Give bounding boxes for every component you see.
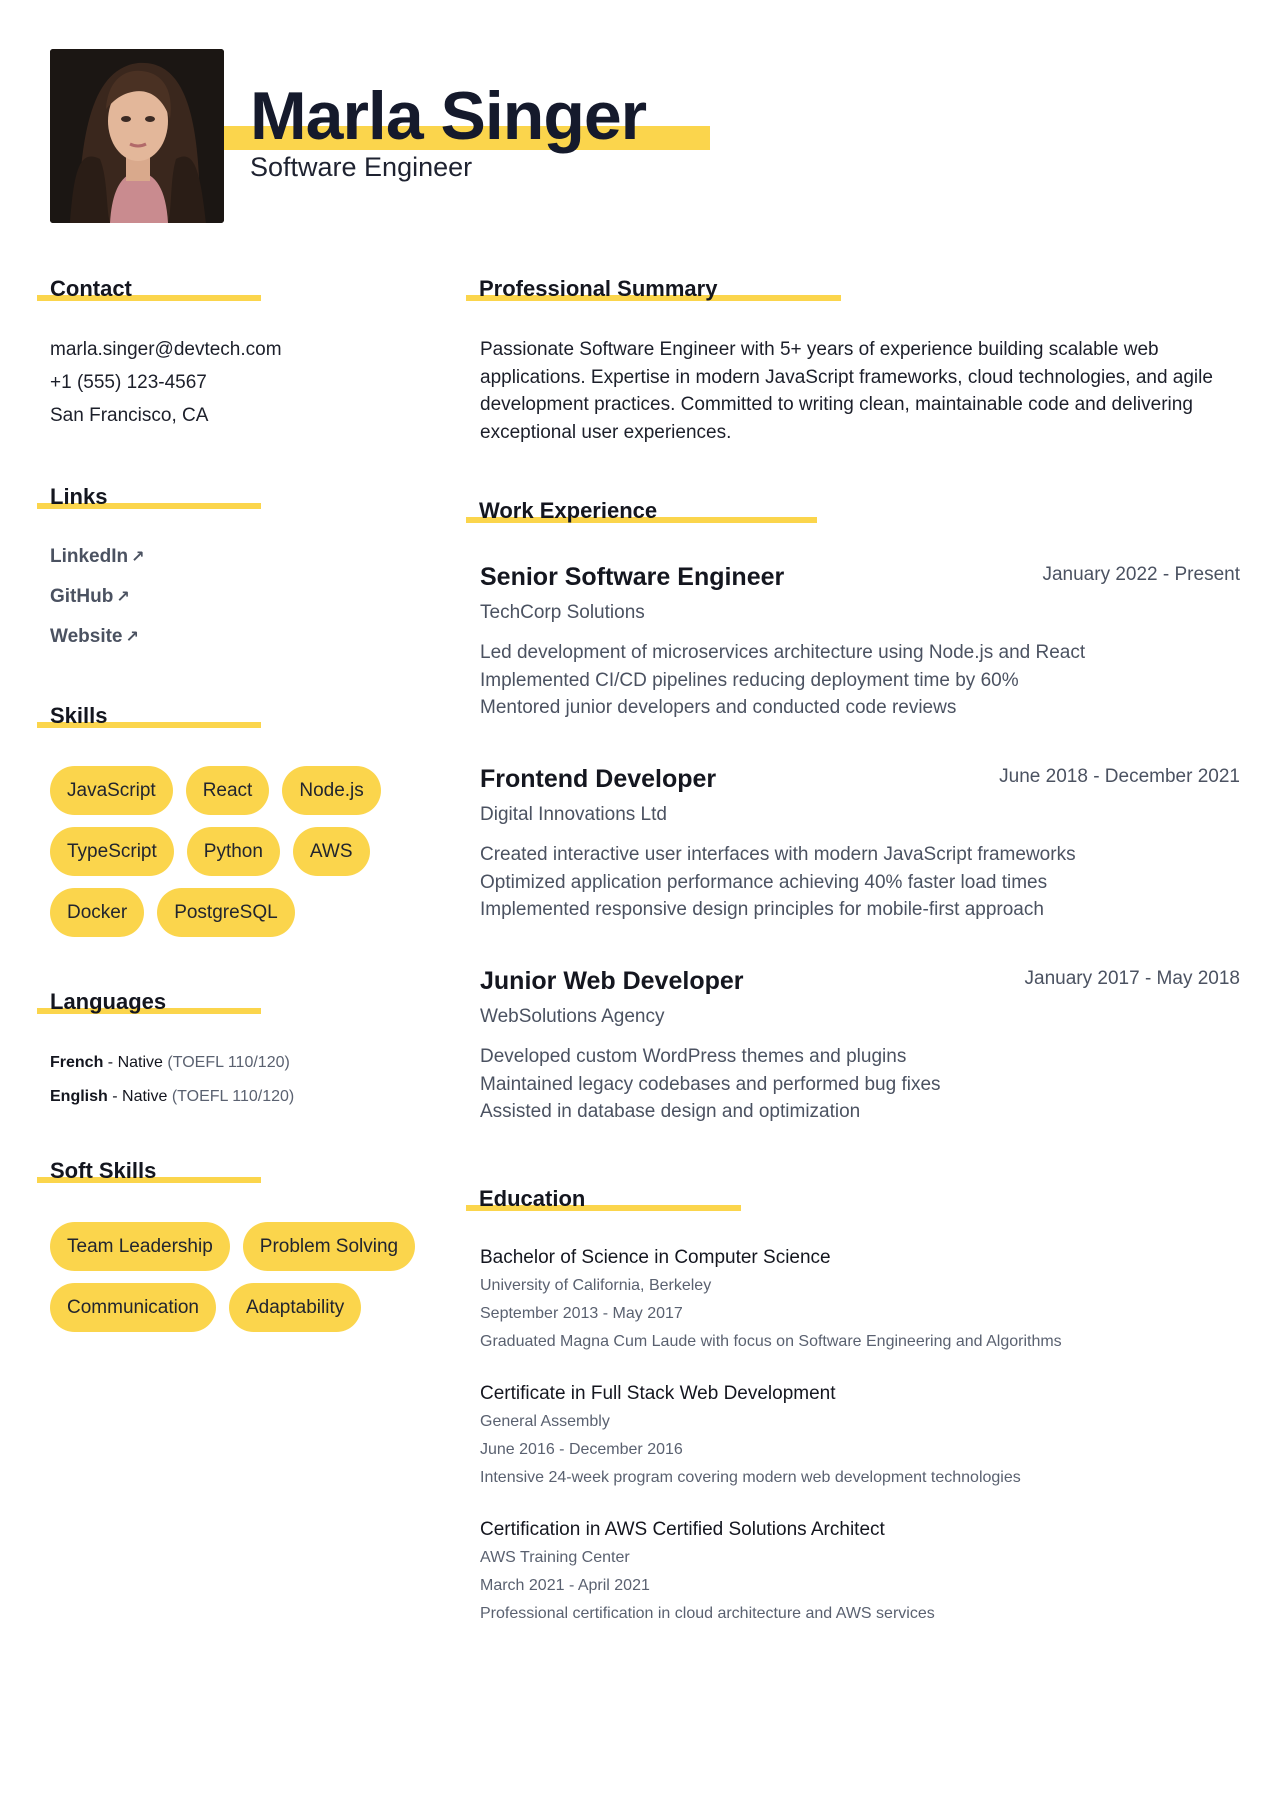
link-label: Website — [50, 626, 123, 647]
job-bullets — [480, 639, 1240, 722]
job-bullet: Maintained legacy codebases and performed bug fixes — [480, 1073, 941, 1095]
language-row: French - Native (TOEFL 110/120) — [50, 1054, 290, 1071]
summary-text: Passionate Software Engineer with 5+ years of experience building scalable web applications. Expertise in modern JavaScript frameworks, cloud technologies, and agile development practices. Committed to writing clean, maintainable code and delivering exceptional user experiences. — [480, 339, 1213, 443]
skill-pill: TypeScript — [50, 827, 174, 876]
skill-pill: AWS — [293, 827, 370, 876]
skill-pill: React — [186, 766, 270, 815]
education-entry — [480, 1380, 1240, 1492]
external-link-icon: ↗ — [125, 629, 139, 646]
language-name: French — [50, 1054, 104, 1071]
link-label: LinkedIn — [50, 546, 129, 567]
section-languages — [37, 988, 166, 1016]
skill-pill: PostgreSQL — [157, 888, 295, 937]
links-list — [50, 546, 145, 666]
skills-list — [50, 766, 430, 937]
job-dates: January 2017 - May 2018 — [1024, 968, 1240, 989]
education-entry — [480, 1244, 1240, 1356]
section-education — [466, 1185, 585, 1213]
job-title: Frontend Developer — [480, 765, 717, 793]
job-dates: January 2022 - Present — [1042, 564, 1240, 585]
section-title: Soft Skills — [50, 1158, 157, 1183]
job-entry — [480, 763, 1240, 924]
education-entry — [480, 1516, 1240, 1628]
education-dates: March 2021 - April 2021 — [480, 1577, 650, 1594]
section-title: Contact — [50, 276, 132, 301]
job-title: Senior Software Engineer — [480, 563, 785, 591]
job-bullet: Developed custom WordPress themes and plugins — [480, 1046, 907, 1067]
section-title: Languages — [50, 989, 167, 1014]
language-cert: (TOEFL 110/120) — [171, 1088, 295, 1105]
education-school: AWS Training Center — [480, 1549, 630, 1566]
name-block — [224, 76, 646, 156]
section-links — [37, 483, 107, 511]
portrait-image — [50, 49, 224, 223]
language-level: Native — [122, 1088, 168, 1105]
education-note: Intensive 24-week program covering modern web development technologies — [480, 1469, 1021, 1486]
section-summary — [466, 275, 717, 303]
job-company: WebSolutions Agency — [480, 1006, 665, 1027]
job-company: TechCorp Solutions — [480, 602, 645, 623]
section-soft-skills — [37, 1157, 156, 1185]
soft-skill-pill: Adaptability — [229, 1283, 361, 1332]
education-degree: Certification in AWS Certified Solutions Architect — [480, 1519, 885, 1540]
soft-skills-list — [50, 1222, 430, 1332]
external-link-icon: ↗ — [116, 589, 130, 606]
soft-skill-pill: Problem Solving — [243, 1222, 415, 1271]
education-school: General Assembly — [480, 1413, 610, 1430]
section-title: Work Experience — [479, 498, 658, 523]
link-label: GitHub — [50, 586, 114, 607]
education-school: University of California, Berkeley — [480, 1277, 712, 1294]
education-degree: Certificate in Full Stack Web Development — [480, 1383, 836, 1404]
external-link-icon: ↗ — [131, 549, 145, 566]
job-entry — [480, 965, 1240, 1126]
skill-pill: Docker — [50, 888, 144, 937]
job-bullet: Created interactive user interfaces with modern JavaScript frameworks — [480, 844, 1076, 865]
job-bullet: Mentored junior developers and conducted code reviews — [480, 697, 957, 718]
section-contact — [37, 275, 132, 303]
section-title: Links — [50, 484, 108, 509]
skill-pill: Node.js — [282, 766, 380, 815]
contact-phone[interactable]: +1 (555) 123-4567 — [50, 372, 207, 393]
job-bullets — [480, 1043, 1240, 1126]
soft-skill-pill: Team Leadership — [50, 1222, 230, 1271]
link-linkedin[interactable] — [50, 546, 145, 586]
section-title: Education — [479, 1186, 586, 1211]
language-row: English - Native (TOEFL 110/120) — [50, 1088, 295, 1105]
education-dates: June 2016 - December 2016 — [480, 1441, 683, 1458]
education-dates: September 2013 - May 2017 — [480, 1305, 683, 1322]
soft-skill-pill: Communication — [50, 1283, 216, 1332]
skill-pill: JavaScript — [50, 766, 173, 815]
candidate-name: Marla Singer — [250, 78, 647, 154]
language-level: Native — [117, 1054, 163, 1071]
profile-photo — [50, 49, 224, 223]
education-degree: Bachelor of Science in Computer Science — [480, 1247, 831, 1268]
section-title: Skills — [50, 703, 108, 728]
contact-list — [50, 336, 282, 435]
link-github[interactable] — [50, 586, 145, 626]
job-bullet: Led development of microservices architecture using Node.js and React — [480, 642, 1086, 663]
languages-list — [50, 1050, 294, 1118]
language-name: English — [50, 1088, 108, 1105]
section-experience — [466, 497, 657, 525]
skill-pill: Python — [187, 827, 280, 876]
job-title: Junior Web Developer — [480, 967, 744, 995]
job-bullet: Assisted in database design and optimization — [480, 1101, 861, 1122]
contact-location: San Francisco, CA — [50, 405, 209, 426]
contact-email[interactable]: marla.singer@devtech.com — [50, 339, 282, 360]
job-bullet: Optimized application performance achieving 40% faster load times — [480, 871, 1048, 893]
job-bullet: Implemented CI/CD pipelines reducing deployment time by 60% — [480, 669, 1019, 691]
job-bullets — [480, 841, 1240, 924]
job-entry — [480, 561, 1240, 722]
job-dates: June 2018 - December 2021 — [999, 766, 1240, 787]
education-note: Professional certification in cloud architecture and AWS services — [480, 1605, 935, 1622]
link-website[interactable] — [50, 626, 145, 666]
job-bullet: Implemented responsive design principles for mobile-first approach — [480, 899, 1044, 920]
candidate-role: Software Engineer — [250, 152, 473, 182]
education-note: Graduated Magna Cum Laude with focus on Software Engineering and Algorithms — [480, 1333, 1062, 1350]
section-skills — [37, 702, 107, 730]
job-company: Digital Innovations Ltd — [480, 804, 667, 825]
section-title: Professional Summary — [479, 276, 718, 301]
language-cert: (TOEFL 110/120) — [167, 1054, 290, 1071]
